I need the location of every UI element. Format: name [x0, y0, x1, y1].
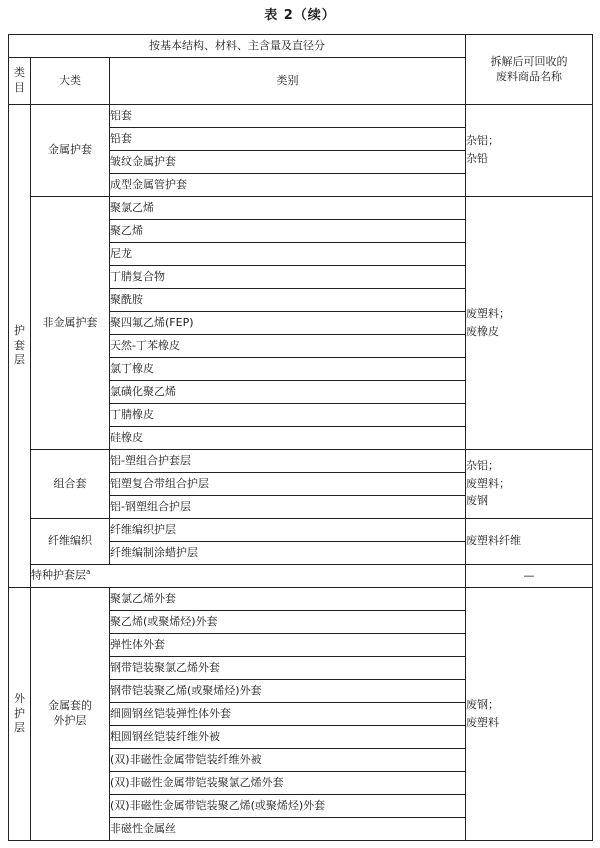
- recycle-line: 废塑料；: [466, 306, 510, 320]
- recycle-line: 杂铅: [466, 152, 488, 165]
- category-item: (双)非磁性金属带铠装纤维外被: [110, 749, 466, 772]
- category-item: 铝塑复合带组合护层: [110, 473, 466, 496]
- group-name-line: 外护层: [53, 714, 87, 727]
- group-name: 非金属护套: [31, 197, 110, 450]
- section-label-outer: [9, 588, 31, 841]
- category-item: 氯丁橡皮: [110, 358, 466, 381]
- category-item: 丁腈复合物: [110, 266, 466, 289]
- group-name: 金属护套: [31, 105, 110, 197]
- category-item: 铝-钢塑组合护层: [110, 496, 466, 519]
- recycle-cell: [466, 519, 593, 565]
- section-label-char: 套: [14, 338, 25, 352]
- category-item: 铝套: [110, 105, 466, 128]
- recycle-cell: [466, 105, 593, 197]
- recycle-line: 废橡皮: [466, 324, 499, 338]
- table-row: [9, 450, 593, 473]
- group-name: [31, 588, 110, 841]
- category-item: 弹性体外套: [110, 634, 466, 657]
- section-label-char: 层: [14, 353, 25, 367]
- section-label-char: 护: [14, 706, 25, 720]
- recycle-line: 杂铝；: [466, 458, 499, 472]
- category-item: 硅橡皮: [110, 427, 466, 450]
- group-name: 组合套: [31, 450, 110, 519]
- category-item: 聚酰胺: [110, 289, 466, 312]
- section-label-char: 护: [14, 323, 25, 337]
- recycle-line: 废塑料纤维: [466, 534, 521, 548]
- category-item: 皱纹金属护套: [110, 151, 466, 174]
- table-row: [9, 197, 593, 220]
- category-item: (双)非磁性金属带铠装聚氯乙烯外套: [110, 772, 466, 795]
- header-type-char: 目: [14, 81, 25, 94]
- recycle-line: 废塑料；: [466, 476, 510, 490]
- header-recycle-line: 拆解后可回收的: [490, 54, 568, 68]
- header-type-char: 类: [14, 66, 25, 80]
- section-label-sheath: [9, 105, 31, 588]
- category-item: 铅套: [110, 128, 466, 151]
- category-item: 氯磺化聚乙烯: [110, 381, 466, 404]
- header-row-1: [9, 35, 593, 58]
- recycle-line: 废塑料: [466, 715, 499, 729]
- recycle-cell: [466, 588, 593, 841]
- header-recycle-line: 废料商品名称: [496, 69, 562, 83]
- header-recycle: [466, 35, 593, 105]
- category-item: 聚氯乙烯: [110, 197, 466, 220]
- header-major: 大类: [31, 58, 110, 105]
- special-sheath-name: 特种护套层: [31, 568, 86, 582]
- category-item: 铝-塑组合护套层: [110, 450, 466, 473]
- special-sheath-label: [31, 565, 466, 588]
- recycle-line: 杂铝；: [466, 134, 499, 148]
- category-item: 成型金属管护套: [110, 174, 466, 197]
- section-label-char: 外: [14, 691, 25, 705]
- category-item: 非磁性金属丝: [110, 818, 466, 841]
- group-name-line: 金属套的: [48, 699, 92, 713]
- category-item: (双)非磁性金属带铠装聚乙烯(或聚烯烃)外套: [110, 795, 466, 818]
- category-item: 聚四氟乙烯(FEP): [110, 312, 466, 335]
- table-row: [9, 588, 593, 611]
- header-type: [9, 58, 31, 105]
- footnote-mark: a: [86, 568, 91, 577]
- table-row: [9, 565, 593, 588]
- category-item: 聚氯乙烯外套: [110, 588, 466, 611]
- group-name: 纤维编织: [31, 519, 110, 565]
- category-item: 细圆钢丝铠装弹性体外套: [110, 703, 466, 726]
- recycle-cell: [466, 450, 593, 519]
- category-item: 纤维编织护层: [110, 519, 466, 542]
- category-item: 丁腈橡皮: [110, 404, 466, 427]
- category-item: 天然-丁苯橡皮: [110, 335, 466, 358]
- table-row: [9, 519, 593, 542]
- category-item: 聚乙烯: [110, 220, 466, 243]
- header-group-label: 按基本结构、材料、主含量及直径分: [9, 35, 466, 58]
- table-row: [9, 105, 593, 128]
- category-item: 纤维编制涂蜡护层: [110, 542, 466, 565]
- category-item: 粗圆钢丝铠装纤维外被: [110, 726, 466, 749]
- category-item: 钢带铠装聚氯乙烯外套: [110, 657, 466, 680]
- category-item: 尼龙: [110, 243, 466, 266]
- category-item: 聚乙烯(或聚烯烃)外套: [110, 611, 466, 634]
- category-item: 钢带铠装聚乙烯(或聚烯烃)外套: [110, 680, 466, 703]
- recycle-cell: [466, 197, 593, 450]
- recycle-cell: —: [466, 565, 593, 588]
- recyclable-materials-table: [8, 34, 593, 841]
- recycle-line: 废钢；: [466, 697, 499, 711]
- recycle-line: 废钢: [466, 494, 488, 508]
- table-title: 表 2（续）: [264, 8, 336, 23]
- header-category: 类别: [110, 58, 466, 105]
- section-label-char: 层: [14, 721, 25, 735]
